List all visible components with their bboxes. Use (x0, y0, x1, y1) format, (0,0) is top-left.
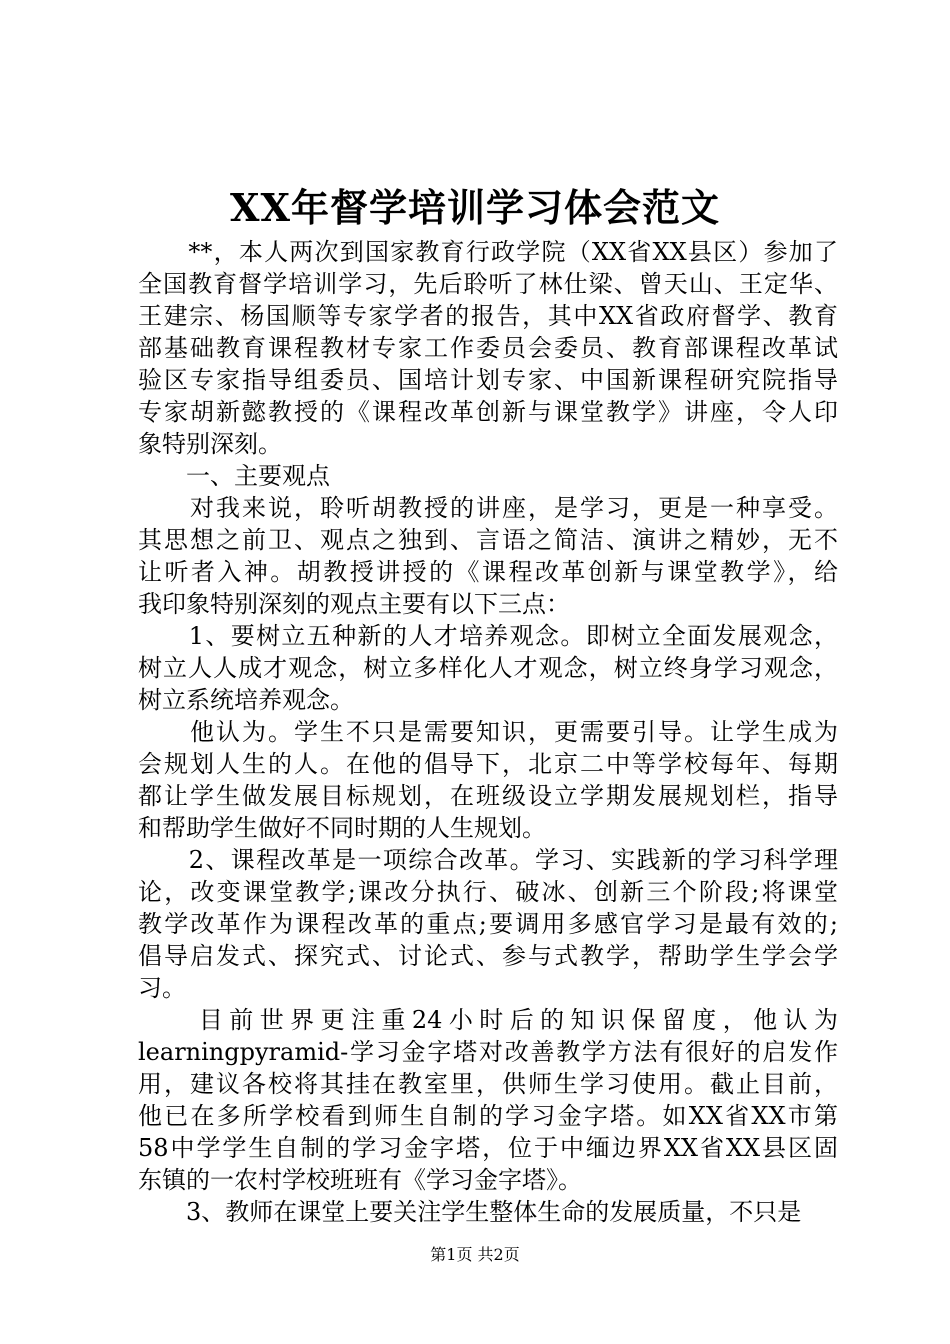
text-line: 我印象特别深刻的观点主要有以下三点： (138, 590, 570, 618)
text-line: 1、要树立五种新的人才培养观念。即树立全面发展观念， (138, 622, 838, 650)
text-line: 验区专家指导组委员、国培计划专家、中国新课程研究院指导 (138, 366, 838, 394)
text-line: 象特别深刻。 (138, 430, 282, 458)
text-line: 目前世界更注重24小时后的知识保留度，他认为 (138, 1006, 838, 1034)
text-line: 都让学生做发展目标规划，在班级设立学期发展规划栏，指导 (138, 782, 838, 810)
text-line: 习。 (138, 974, 186, 1002)
text-line: 58中学学生自制的学习金字塔，位于中缅边界XX省XX县区固 (138, 1134, 838, 1162)
text-line: 教学改革作为课程改革的重点;要调用多感官学习是最有效的; (138, 910, 838, 938)
text-line: 3、教师在课堂上要关注学生整体生命的发展质量，不只是 (138, 1198, 802, 1226)
text-line: 树立系统培养观念。 (138, 686, 354, 714)
text-line: 用，建议各校将其挂在教室里，供师生学习使用。截止目前， (138, 1070, 838, 1098)
text-line: 东镇的一农村学校班班有《学习金字塔》。 (138, 1166, 582, 1194)
text-line: learningpyramid-学习金字塔对改善教学方法有很好的启发作 (138, 1038, 838, 1066)
text-line: **，本人两次到国家教育行政学院（XX省XX县区）参加了 (138, 238, 838, 266)
text-line: 其思想之前卫、观点之独到、言语之简洁、演讲之精妙，无不 (138, 526, 838, 554)
text-line: 王建宗、杨国顺等专家学者的报告，其中XX省政府督学、教育 (138, 302, 838, 330)
text-line: 对我来说，聆听胡教授的讲座，是学习，更是一种享受。 (138, 494, 838, 522)
text-line: 他已在多所学校看到师生自制的学习金字塔。如XX省XX市第 (138, 1102, 838, 1130)
text-line: 论，改变课堂教学;课改分执行、破冰、创新三个阶段;将课堂 (138, 878, 838, 906)
text-line: 2、课程改革是一项综合改革。学习、实践新的学习科学理 (138, 846, 838, 874)
document-body (138, 236, 838, 1228)
text-line: 会规划人生的人。在他的倡导下，北京二中等学校每年、每期 (138, 750, 838, 778)
text-line: 一、主要观点 (138, 462, 330, 490)
text-line: 让听者入神。胡教授讲授的《课程改革创新与课堂教学》，给 (138, 558, 838, 586)
text-line: 他认为。学生不只是需要知识，更需要引导。让学生成为 (138, 718, 838, 746)
text-line: 倡导启发式、探究式、讨论式、参与式教学，帮助学生学会学 (138, 942, 838, 970)
text-line: 专家胡新懿教授的《课程改革创新与课堂教学》讲座，令人印 (138, 398, 838, 426)
text-line: 部基础教育课程教材专家工作委员会委员、教育部课程改革试 (138, 334, 838, 362)
page-footer: 第1页 共2页 (430, 1245, 520, 1264)
text-line: 和帮助学生做好不同时期的人生规划。 (138, 814, 546, 842)
text-line: 树立人人成才观念，树立多样化人才观念，树立终身学习观念， (138, 654, 838, 682)
text-line: 全国教育督学培训学习，先后聆听了林仕梁、曾天山、王定华、 (138, 270, 838, 298)
document-title: XX年督学培训学习体会范文 (230, 185, 720, 230)
